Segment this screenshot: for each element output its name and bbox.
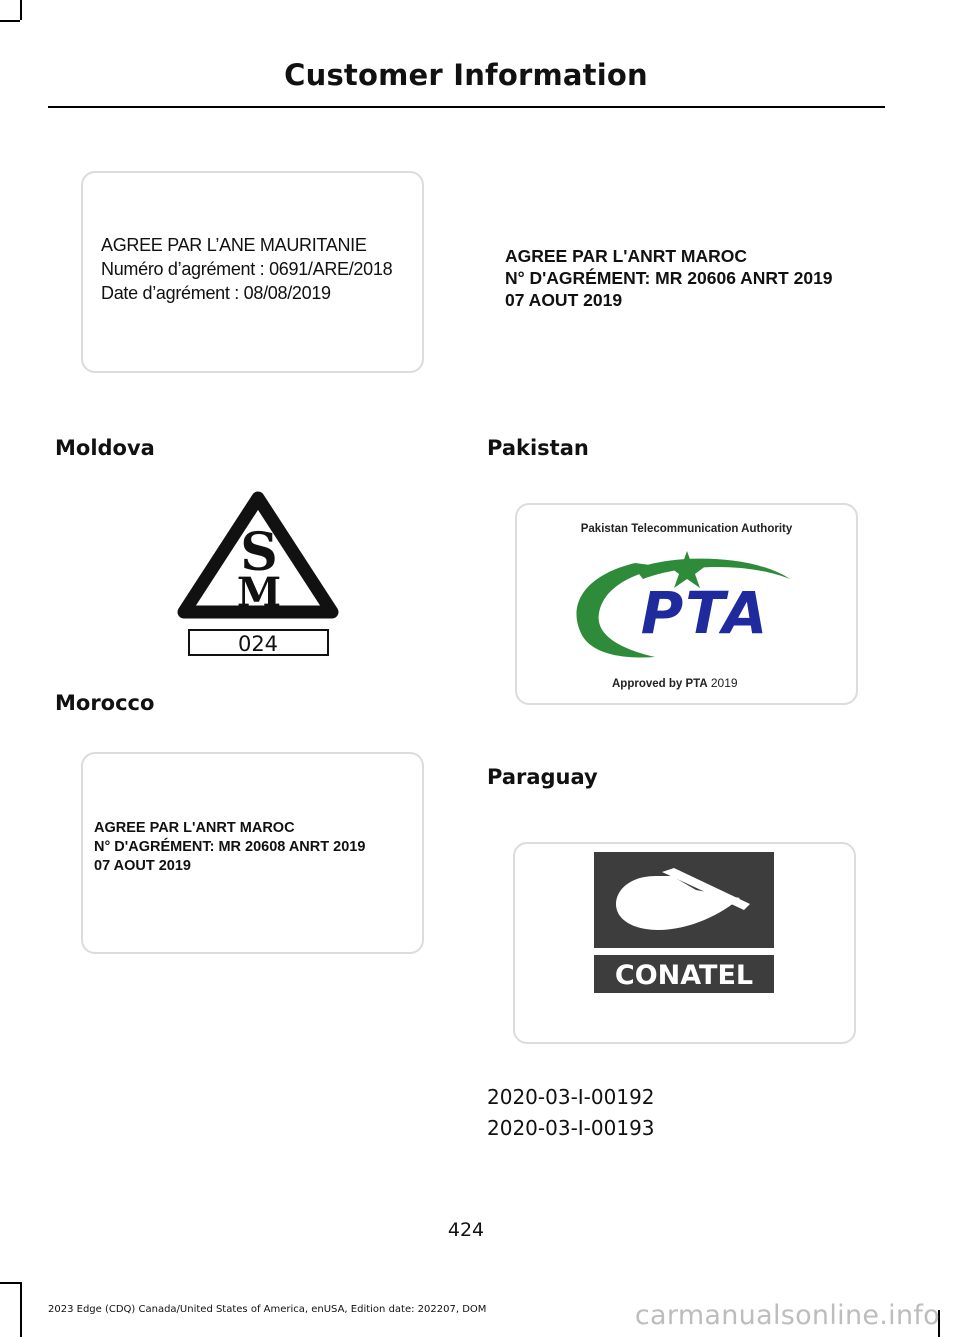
mauritania-line-1: AGREE PAR L’ANE MAURITANIE — [101, 235, 367, 255]
mauritania-line-3: Date d’agrément : 08/08/2019 — [101, 283, 331, 303]
moldova-heading: Moldova — [55, 436, 155, 460]
crop-mark-bottom-left-h — [0, 1282, 20, 1284]
morocco-heading: Morocco — [55, 691, 155, 715]
page-number: 424 — [447, 1219, 485, 1241]
morocco-line-3: 07 AOUT 2019 — [94, 858, 191, 874]
maroc-top-line-2: N° D'AGRÉMENT: MR 20606 ANRT 2019 — [505, 268, 833, 288]
footer-edition-text: 2023 Edge (CDQ) Canada/United States of America, enUSA, Edition date: 202207, DOM — [48, 1304, 487, 1315]
morocco-label-text — [94, 819, 365, 876]
conatel-logo-icon — [594, 852, 776, 996]
crop-mark-top-left-v — [20, 0, 22, 20]
mauritania-label — [81, 171, 424, 373]
paraguay-heading: Paraguay — [487, 765, 598, 789]
pakistan-heading: Pakistan — [487, 436, 589, 460]
pta-approved — [612, 676, 738, 690]
pta-approved-year: 2019 — [710, 676, 738, 690]
paraguay-code-1: 2020-03-I-00192 — [487, 1085, 655, 1109]
mauritania-label-text — [101, 233, 392, 305]
crop-mark-top-left-h — [0, 20, 20, 22]
moldova-letter-s: S — [240, 522, 278, 583]
conatel-logo-text: CONATEL — [614, 960, 754, 991]
mauritania-line-2: Numéro d’agrément : 0691/ARE/2018 — [101, 259, 393, 279]
watermark: carmanualsonline.info — [634, 1300, 940, 1331]
pta-logo-text: PTA — [640, 579, 770, 647]
paraguay-conatel-label — [513, 842, 856, 1044]
header-rule — [48, 106, 885, 108]
morocco-label — [81, 752, 424, 954]
moldova-mark-number: 024 — [237, 632, 279, 656]
moldova-letter-m: M — [236, 569, 282, 616]
pta-logo-icon — [565, 545, 805, 663]
morocco-line-1: AGREE PAR L'ANRT MAROC — [94, 820, 295, 836]
page-title: Customer Information — [284, 58, 648, 92]
maroc-label-top — [505, 245, 833, 311]
paraguay-code-2: 2020-03-I-00193 — [487, 1116, 655, 1140]
crop-mark-bottom-left-v — [20, 1282, 22, 1337]
pta-authority-name: Pakistan Telecommunication Authority — [580, 523, 793, 535]
moldova-mark — [172, 488, 342, 660]
moldova-sm-mark-icon — [172, 488, 342, 660]
morocco-line-2: N° D'AGRÉMENT: MR 20608 ANRT 2019 — [94, 839, 366, 855]
pakistan-pta-label — [515, 503, 858, 705]
maroc-top-line-3: 07 AOUT 2019 — [505, 290, 623, 310]
pta-approved-text: Approved by PTA — [612, 678, 708, 690]
maroc-top-line-1: AGREE PAR L'ANRT MAROC — [505, 246, 748, 266]
